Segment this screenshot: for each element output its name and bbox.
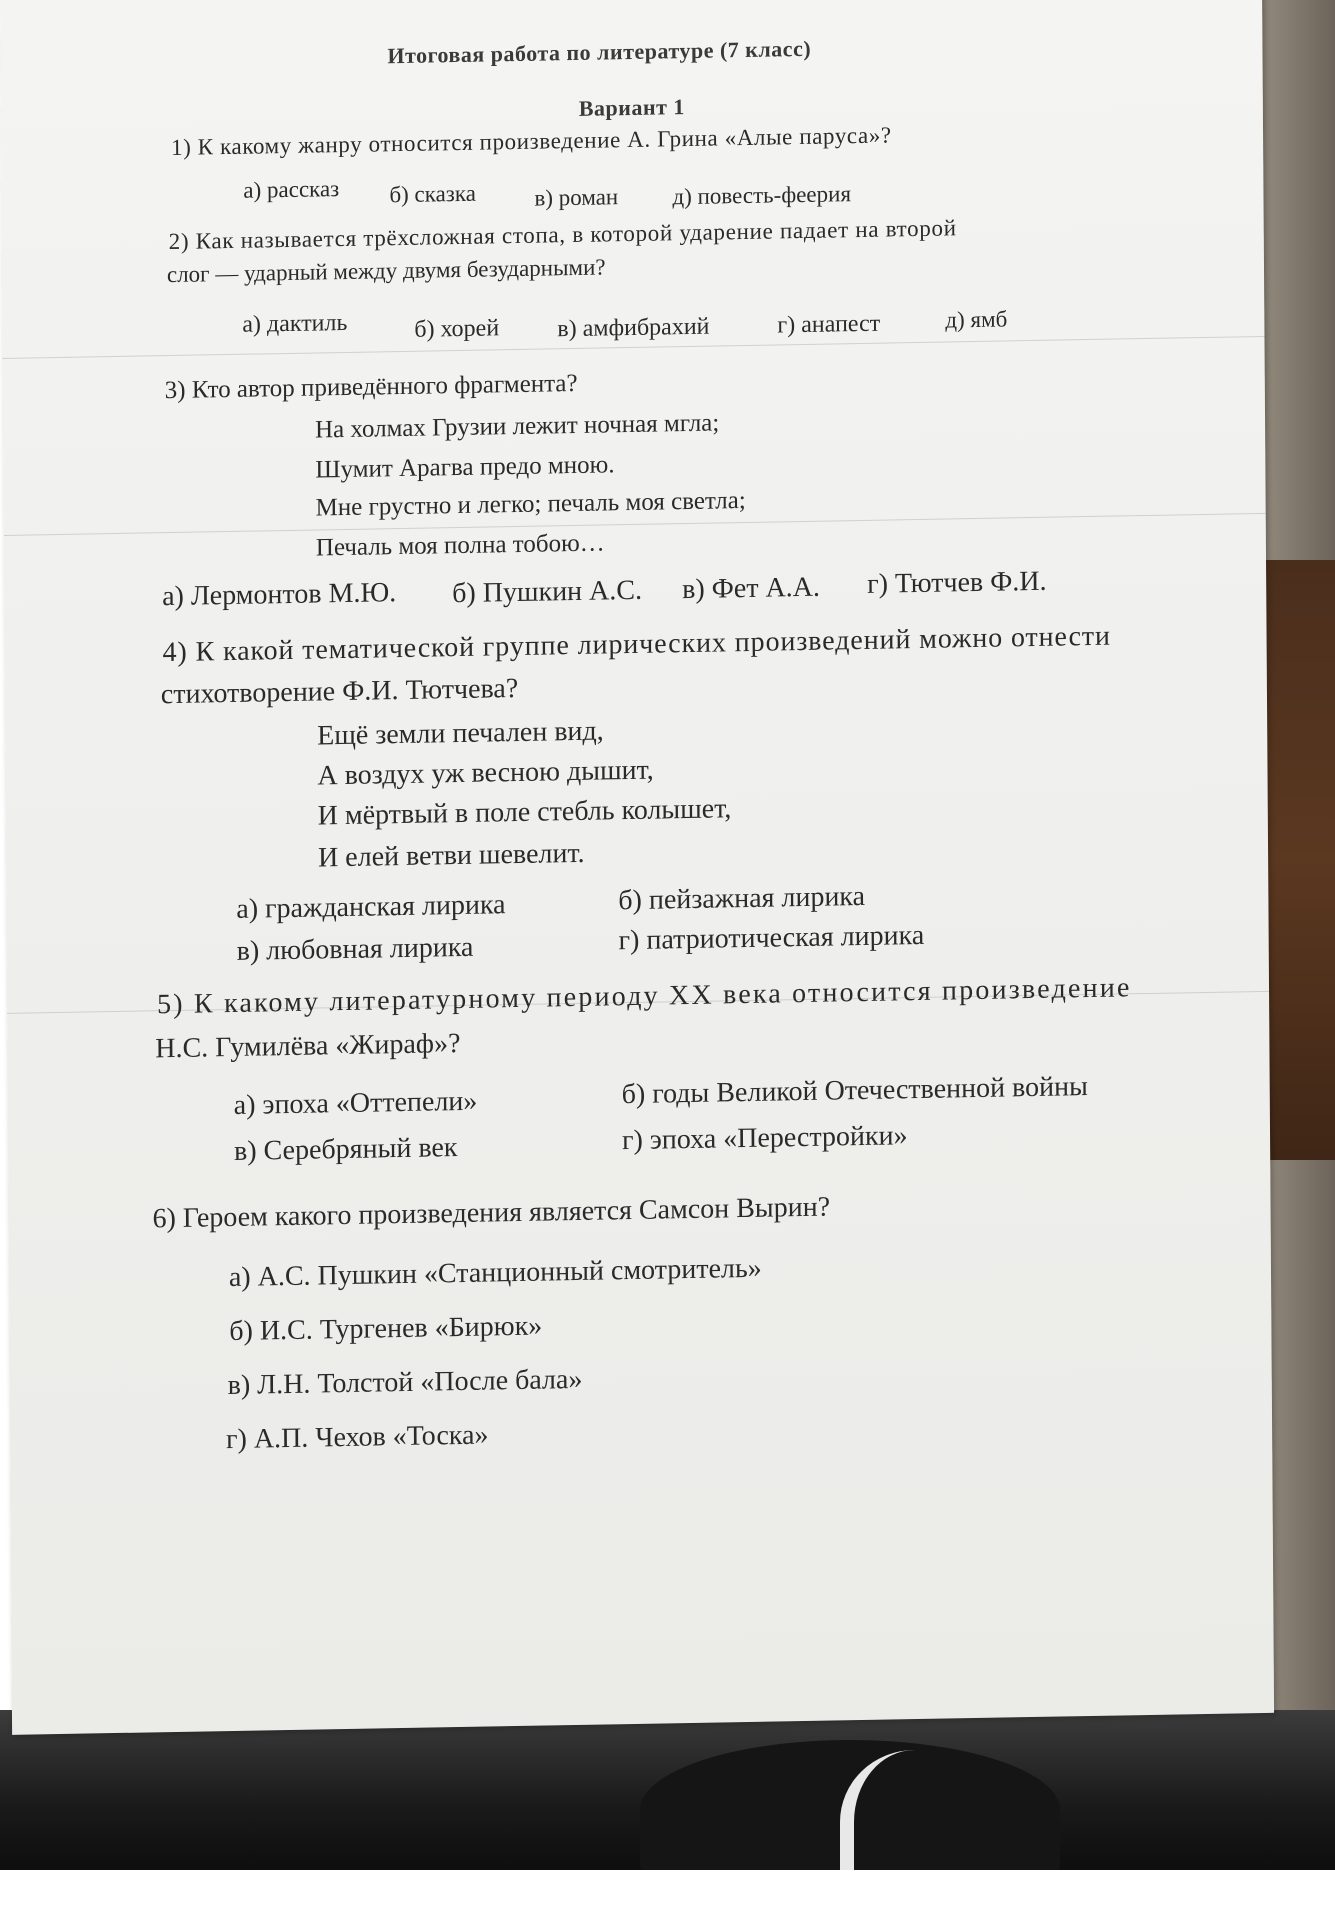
q4-verse-line-2: А воздух уж весною дышит, (317, 754, 654, 792)
q3-option-d: г) Тютчев Ф.И. (867, 565, 1047, 600)
question-1: 1) К какому жанру относится произведение А. Грина «Алые паруса»? (170, 122, 892, 161)
q6-option-d: г) А.П. Чехов «Тоска» (225, 1419, 489, 1456)
question-4-line-1: 4) К какой тематической группе лирических произведений можно отнести (162, 620, 1111, 669)
q1-option-d: д) повесть-феерия (672, 181, 852, 210)
q3-option-c: в) Фет А.А. (682, 571, 821, 606)
q4-option-d: г) патриотическая лирика (618, 919, 925, 957)
q2-option-d: г) анапест (777, 310, 881, 339)
q5-option-c: в) Серебряный век (233, 1132, 458, 1167)
q3-verse-line-4: Печаль моя полна тобою… (315, 529, 605, 562)
q3-option-a: а) Лермонтов М.Ю. (162, 577, 397, 613)
q2-option-e: д) ямб (945, 306, 1008, 333)
q4-option-a: а) гражданская лирика (236, 889, 506, 925)
page-title: Итоговая работа по литературе (7 класс) (387, 35, 812, 69)
q5-option-b: б) годы Великой Отечественной войны (621, 1071, 1088, 1111)
question-2-line-2: слог — ударный между двумя безударными? (166, 254, 606, 288)
q1-option-c: в) роман (534, 184, 619, 211)
question-3: 3) Кто автор приведённого фрагмента? (164, 369, 578, 405)
q5-option-a: а) эпоха «Оттепели» (233, 1085, 478, 1121)
q6-option-c: в) Л.Н. Толстой «После бала» (227, 1363, 583, 1402)
q2-option-b: б) хорей (414, 315, 500, 343)
q6-option-a: а) А.С. Пушкин «Станционный смотритель» (228, 1252, 762, 1294)
q5-option-d: г) эпоха «Перестройки» (621, 1120, 908, 1157)
q4-option-c: в) любовная лирика (236, 931, 474, 967)
question-2-line-1: 2) Как называется трёхсложная стопа, в которой ударение падает на второй (168, 215, 957, 255)
bottom-margin (0, 1870, 1335, 1920)
question-5-line-1: 5) К какому литературному периоду XX века относится произведение (156, 972, 1132, 1021)
q4-verse-line-4: И елей ветви шевелит. (317, 837, 585, 874)
q4-option-b: б) пейзажная лирика (618, 880, 866, 917)
question-5-line-2: Н.С. Гумилёва «Жираф»? (155, 1027, 461, 1065)
q3-verse-line-2: Шумит Арагва предо мною. (315, 451, 615, 484)
q3-verse-line-3: Мне грустно и легко; печаль моя светла; (315, 486, 746, 522)
q1-option-a: а) рассказ (243, 176, 340, 203)
question-4-line-2: стихотворение Ф.И. Тютчева? (160, 672, 519, 711)
q1-option-b: б) сказка (389, 180, 476, 208)
q4-verse-line-1: Ещё земли печален вид, (317, 715, 604, 752)
question-6: 6) Героем какого произведения является Самсон Вырин? (152, 1191, 831, 1235)
q2-option-a: а) дактиль (242, 309, 348, 338)
q6-option-b: б) И.С. Тургенев «Бирюк» (229, 1310, 543, 1348)
q2-option-c: в) амфибрахий (557, 313, 710, 343)
q3-verse-line-1: На холмах Грузии лежит ночная мгла; (314, 409, 720, 444)
variant-label: Вариант 1 (578, 94, 685, 121)
q4-verse-line-3: И мёртвый в поле стебль колышет, (317, 793, 732, 832)
q3-option-b: б) Пушкин А.С. (452, 574, 643, 610)
